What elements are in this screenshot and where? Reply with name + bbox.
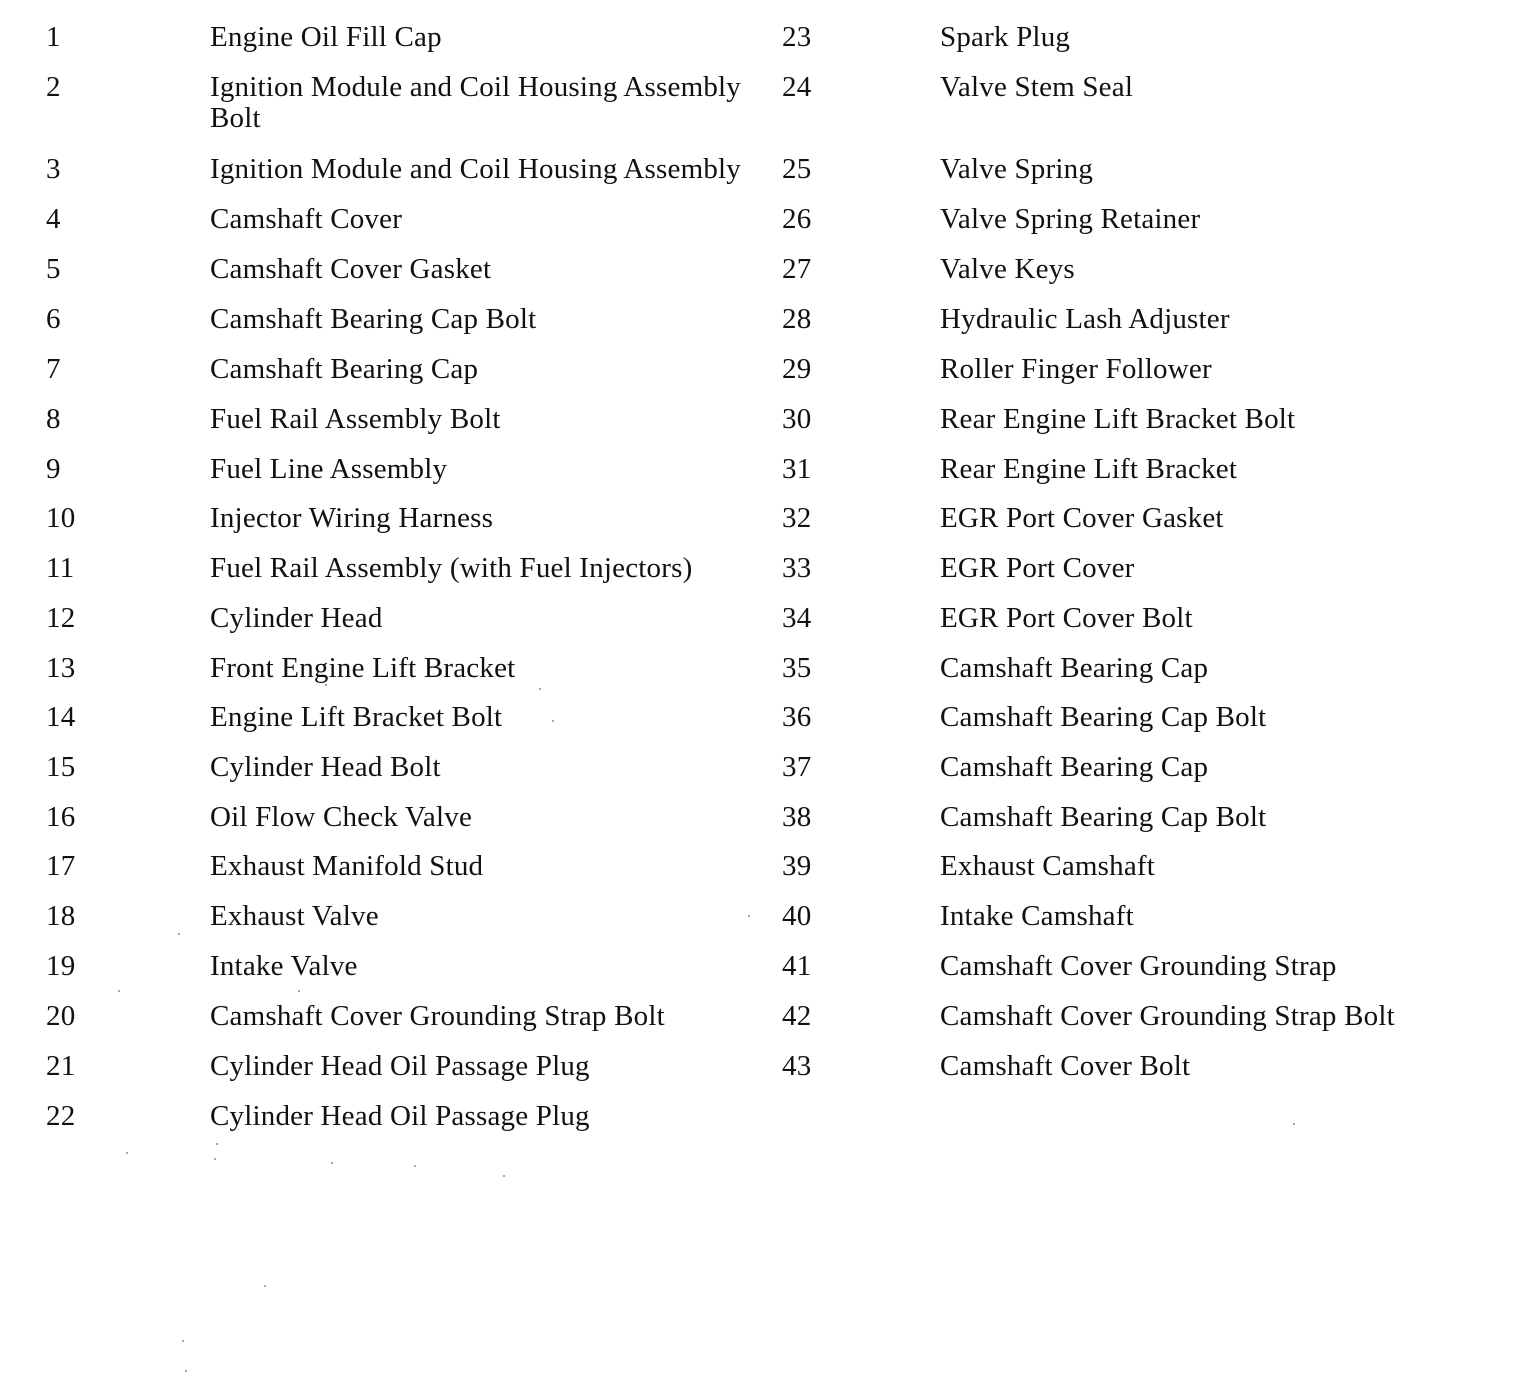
- scan-speck: [216, 1143, 218, 1145]
- item-label: Cylinder Head: [210, 602, 383, 634]
- item-label: Camshaft Cover Grounding Strap Bolt: [940, 1000, 1395, 1032]
- item-number: 17: [46, 850, 76, 882]
- item-number: 21: [46, 1050, 76, 1082]
- item-number: 42: [782, 1000, 812, 1032]
- scan-speck: [1293, 1123, 1295, 1125]
- item-number: 11: [46, 552, 75, 584]
- item-label: Intake Camshaft: [940, 900, 1134, 932]
- item-label: Camshaft Cover Grounding Strap: [940, 950, 1337, 982]
- item-label: Spark Plug: [940, 21, 1071, 53]
- item-label: Fuel Rail Assembly Bolt: [210, 403, 501, 435]
- item-number: 8: [46, 403, 61, 435]
- scan-speck: [298, 990, 300, 992]
- item-number: 39: [782, 850, 812, 882]
- item-number: 7: [46, 353, 61, 385]
- item-label: Cylinder Head Bolt: [210, 751, 441, 783]
- item-number: 4: [46, 203, 61, 235]
- item-number: 13: [46, 652, 76, 684]
- item-label: Camshaft Bearing Cap: [940, 751, 1209, 783]
- item-label: Camshaft Bearing Cap Bolt: [940, 701, 1267, 733]
- item-number: 28: [782, 303, 812, 335]
- item-number: 36: [782, 701, 812, 733]
- item-number: 29: [782, 353, 812, 385]
- item-number: 26: [782, 203, 812, 235]
- item-label: EGR Port Cover: [940, 552, 1135, 584]
- item-number: 10: [46, 502, 76, 534]
- item-number: 23: [782, 21, 812, 53]
- item-label: Valve Spring Retainer: [940, 203, 1201, 235]
- item-label: Rear Engine Lift Bracket Bolt: [940, 403, 1296, 435]
- scan-speck: [126, 1152, 128, 1154]
- item-number: 24: [782, 71, 812, 103]
- item-label: EGR Port Cover Gasket: [940, 502, 1224, 534]
- item-number: 27: [782, 253, 812, 285]
- item-label: Exhaust Camshaft: [940, 850, 1156, 882]
- item-label: Front Engine Lift Bracket: [210, 652, 516, 684]
- item-number: 14: [46, 701, 76, 733]
- item-label: Camshaft Cover: [210, 203, 403, 235]
- item-number: 5: [46, 253, 61, 285]
- item-label: EGR Port Cover Bolt: [940, 602, 1193, 634]
- scan-speck: [182, 1340, 184, 1342]
- item-label: Valve Keys: [940, 253, 1075, 285]
- scan-speck: [118, 990, 120, 992]
- item-label: Valve Stem Seal: [940, 71, 1134, 103]
- item-number: 3: [46, 153, 61, 185]
- item-number: 37: [782, 751, 812, 783]
- scan-speck: [264, 1285, 266, 1287]
- scan-speck: [185, 1370, 187, 1372]
- item-label: Engine Oil Fill Cap: [210, 21, 442, 53]
- item-label: Camshaft Cover Gasket: [210, 253, 492, 285]
- item-label: Camshaft Cover Grounding Strap Bolt: [210, 1000, 665, 1032]
- item-number: 33: [782, 552, 812, 584]
- item-label: Oil Flow Check Valve: [210, 801, 473, 833]
- scan-speck: [331, 1162, 333, 1164]
- item-number: 38: [782, 801, 812, 833]
- item-label: Fuel Line Assembly: [210, 453, 448, 485]
- item-number: 34: [782, 602, 812, 634]
- item-label: Camshaft Bearing Cap Bolt: [210, 303, 537, 335]
- item-label: Intake Valve: [210, 950, 358, 982]
- item-label: Fuel Rail Assembly (with Fuel Injectors): [210, 552, 693, 584]
- scan-speck: [414, 1165, 416, 1167]
- scan-speck: [503, 1175, 505, 1177]
- item-number: 40: [782, 900, 812, 932]
- item-number: 12: [46, 602, 76, 634]
- item-label: Injector Wiring Harness: [210, 502, 494, 534]
- item-number: 18: [46, 900, 76, 932]
- item-number: 6: [46, 303, 61, 335]
- item-number: 43: [782, 1050, 812, 1082]
- item-label: Hydraulic Lash Adjuster: [940, 303, 1230, 335]
- item-label: Camshaft Bearing Cap Bolt: [940, 801, 1267, 833]
- scan-speck: [214, 1158, 216, 1160]
- item-label: Camshaft Cover Bolt: [940, 1050, 1191, 1082]
- item-label: Cylinder Head Oil Passage Plug: [210, 1100, 590, 1132]
- item-label: Camshaft Bearing Cap: [210, 353, 479, 385]
- item-label: Exhaust Valve: [210, 900, 379, 932]
- scan-speck: [552, 720, 554, 722]
- item-number: 25: [782, 153, 812, 185]
- item-label: Camshaft Bearing Cap: [940, 652, 1209, 684]
- item-number: 19: [46, 950, 76, 982]
- item-number: 9: [46, 453, 61, 485]
- item-number: 22: [46, 1100, 76, 1132]
- item-label: Rear Engine Lift Bracket: [940, 453, 1238, 485]
- item-number: 32: [782, 502, 812, 534]
- item-number: 1: [46, 21, 61, 53]
- item-label: Valve Spring: [940, 153, 1094, 185]
- item-number: 30: [782, 403, 812, 435]
- item-number: 20: [46, 1000, 76, 1032]
- item-label: Cylinder Head Oil Passage Plug: [210, 1050, 590, 1082]
- item-number: 41: [782, 950, 812, 982]
- item-label: Engine Lift Bracket Bolt: [210, 701, 503, 733]
- item-label: Ignition Module and Coil Housing Assembly Bolt: [210, 71, 742, 134]
- item-number: 31: [782, 453, 812, 485]
- item-label: Exhaust Manifold Stud: [210, 850, 484, 882]
- scan-speck: [748, 915, 750, 917]
- item-number: 2: [46, 71, 61, 103]
- item-label: Ignition Module and Coil Housing Assembly: [210, 153, 742, 185]
- item-number: 35: [782, 652, 812, 684]
- scan-speck: [325, 684, 327, 686]
- scan-speck: [178, 933, 180, 935]
- item-number: 16: [46, 801, 76, 833]
- item-number: 15: [46, 751, 76, 783]
- item-label: Roller Finger Follower: [940, 353, 1212, 385]
- scan-speck: [539, 688, 541, 690]
